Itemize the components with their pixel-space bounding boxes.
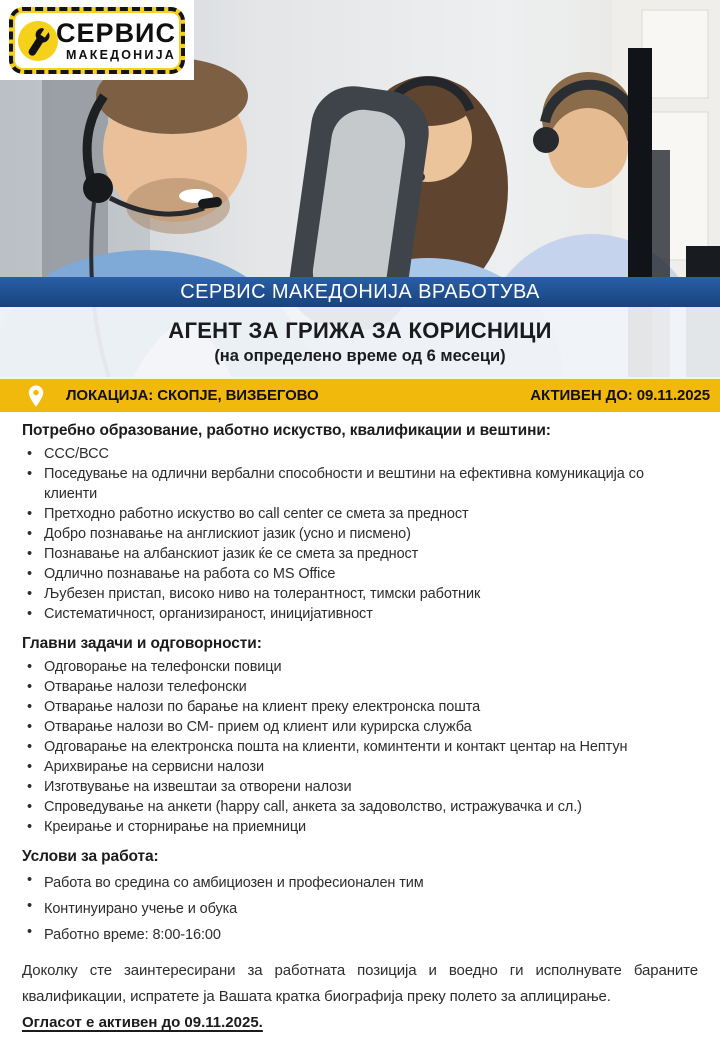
list-item: • Познавање на албанскиот јазик ќе се смета за предност [22, 544, 698, 564]
location-text: ЛОКАЦИЈА: СКОПЈЕ, ВИЗБЕГОВО [66, 387, 319, 404]
section-conditions [22, 847, 698, 948]
section-tasks-heading: Главни задачи и одговорности: [22, 635, 262, 652]
deadline-text: Огласот е активен до 09.11.2025. [22, 1014, 263, 1031]
list-item: • Одлично познавање на работа со MS Office [22, 564, 698, 584]
logo-wordmark-line2: МАКЕДОНИЈА [65, 47, 176, 62]
job-description [0, 412, 720, 1036]
list-item: • Отварање налози по барање на клиент преку електронска пошта [22, 697, 698, 717]
company-logo [0, 0, 194, 80]
section-requirements [22, 421, 698, 624]
list-item: • Систематичност, организираност, иницијативност [22, 604, 698, 624]
list-item: • Поседување на одлични вербални способности и вештини на ефективна комуникација со клиенти [22, 464, 698, 504]
list-item: • Изготвување на извештаи за отворени налози [22, 777, 698, 797]
closing-paragraph: Доколку сте заинтересирани за работната позиција и воедно ги исполнувате бараните квалификации, испратете ја Вашата кратка биографија преку полето за аплицирање. [22, 962, 698, 1005]
list-item: • Добро познавање на англискиот јазик (усно и писмено) [22, 524, 698, 544]
info-bar [0, 377, 720, 412]
wrench-icon [18, 21, 58, 61]
list-item: • Работа во средина со амбициозен и професионален тим [22, 870, 698, 896]
list-item: • Арихвирање на сервисни налози [22, 757, 698, 777]
list-item: • ССС/ВСС [22, 444, 698, 464]
list-item: • Креирање и сторнирање на приемници [22, 817, 698, 837]
list-item: • Љубезен пристап, високо ниво на толерантност, тимски работник [22, 584, 698, 604]
active-until-text: АКТИВЕН ДО: 09.11.2025 [530, 387, 710, 404]
logo-wordmark-line1: СЕРВИС [56, 17, 176, 48]
conditions-list [22, 870, 698, 948]
logo-hazard-frame [9, 7, 185, 74]
job-subtitle: (на определено време од 6 месеци) [214, 347, 506, 365]
list-item: • Одговарање на електронска пошта на клиенти, коминтенти и контакт центар на Нептун [22, 737, 698, 757]
list-item: • Отварање налози во СМ- прием од клиент или курирска служба [22, 717, 698, 737]
location-pin-icon [28, 385, 44, 407]
section-tasks [22, 634, 698, 837]
list-item: • Континуирано учење и обука [22, 896, 698, 922]
list-item: • Одговорање на телефонски повици [22, 657, 698, 677]
title-band [0, 307, 720, 377]
list-item: • Спроведување на анкети (happy call, анкета за задоволство, истражувачка и сл.) [22, 797, 698, 817]
tasks-list [22, 657, 698, 837]
hiring-banner [0, 277, 720, 307]
hiring-banner-text: СЕРВИС МАКЕДОНИЈА ВРАБОТУВА [180, 280, 540, 303]
section-requirements-heading: Потребно образование, работно искуство, квалификации и вештини: [22, 422, 551, 439]
hero [0, 0, 720, 412]
list-item: • Претходно работно искуство во call center се смета за предност [22, 504, 698, 524]
requirements-list [22, 444, 698, 624]
section-conditions-heading: Услови за работа: [22, 848, 159, 865]
job-title: АГЕНТ ЗА ГРИЖА ЗА КОРИСНИЦИ [168, 318, 552, 343]
list-item: • Работно време: 8:00-16:00 [22, 922, 698, 948]
list-item: • Отварање налози телефонски [22, 677, 698, 697]
